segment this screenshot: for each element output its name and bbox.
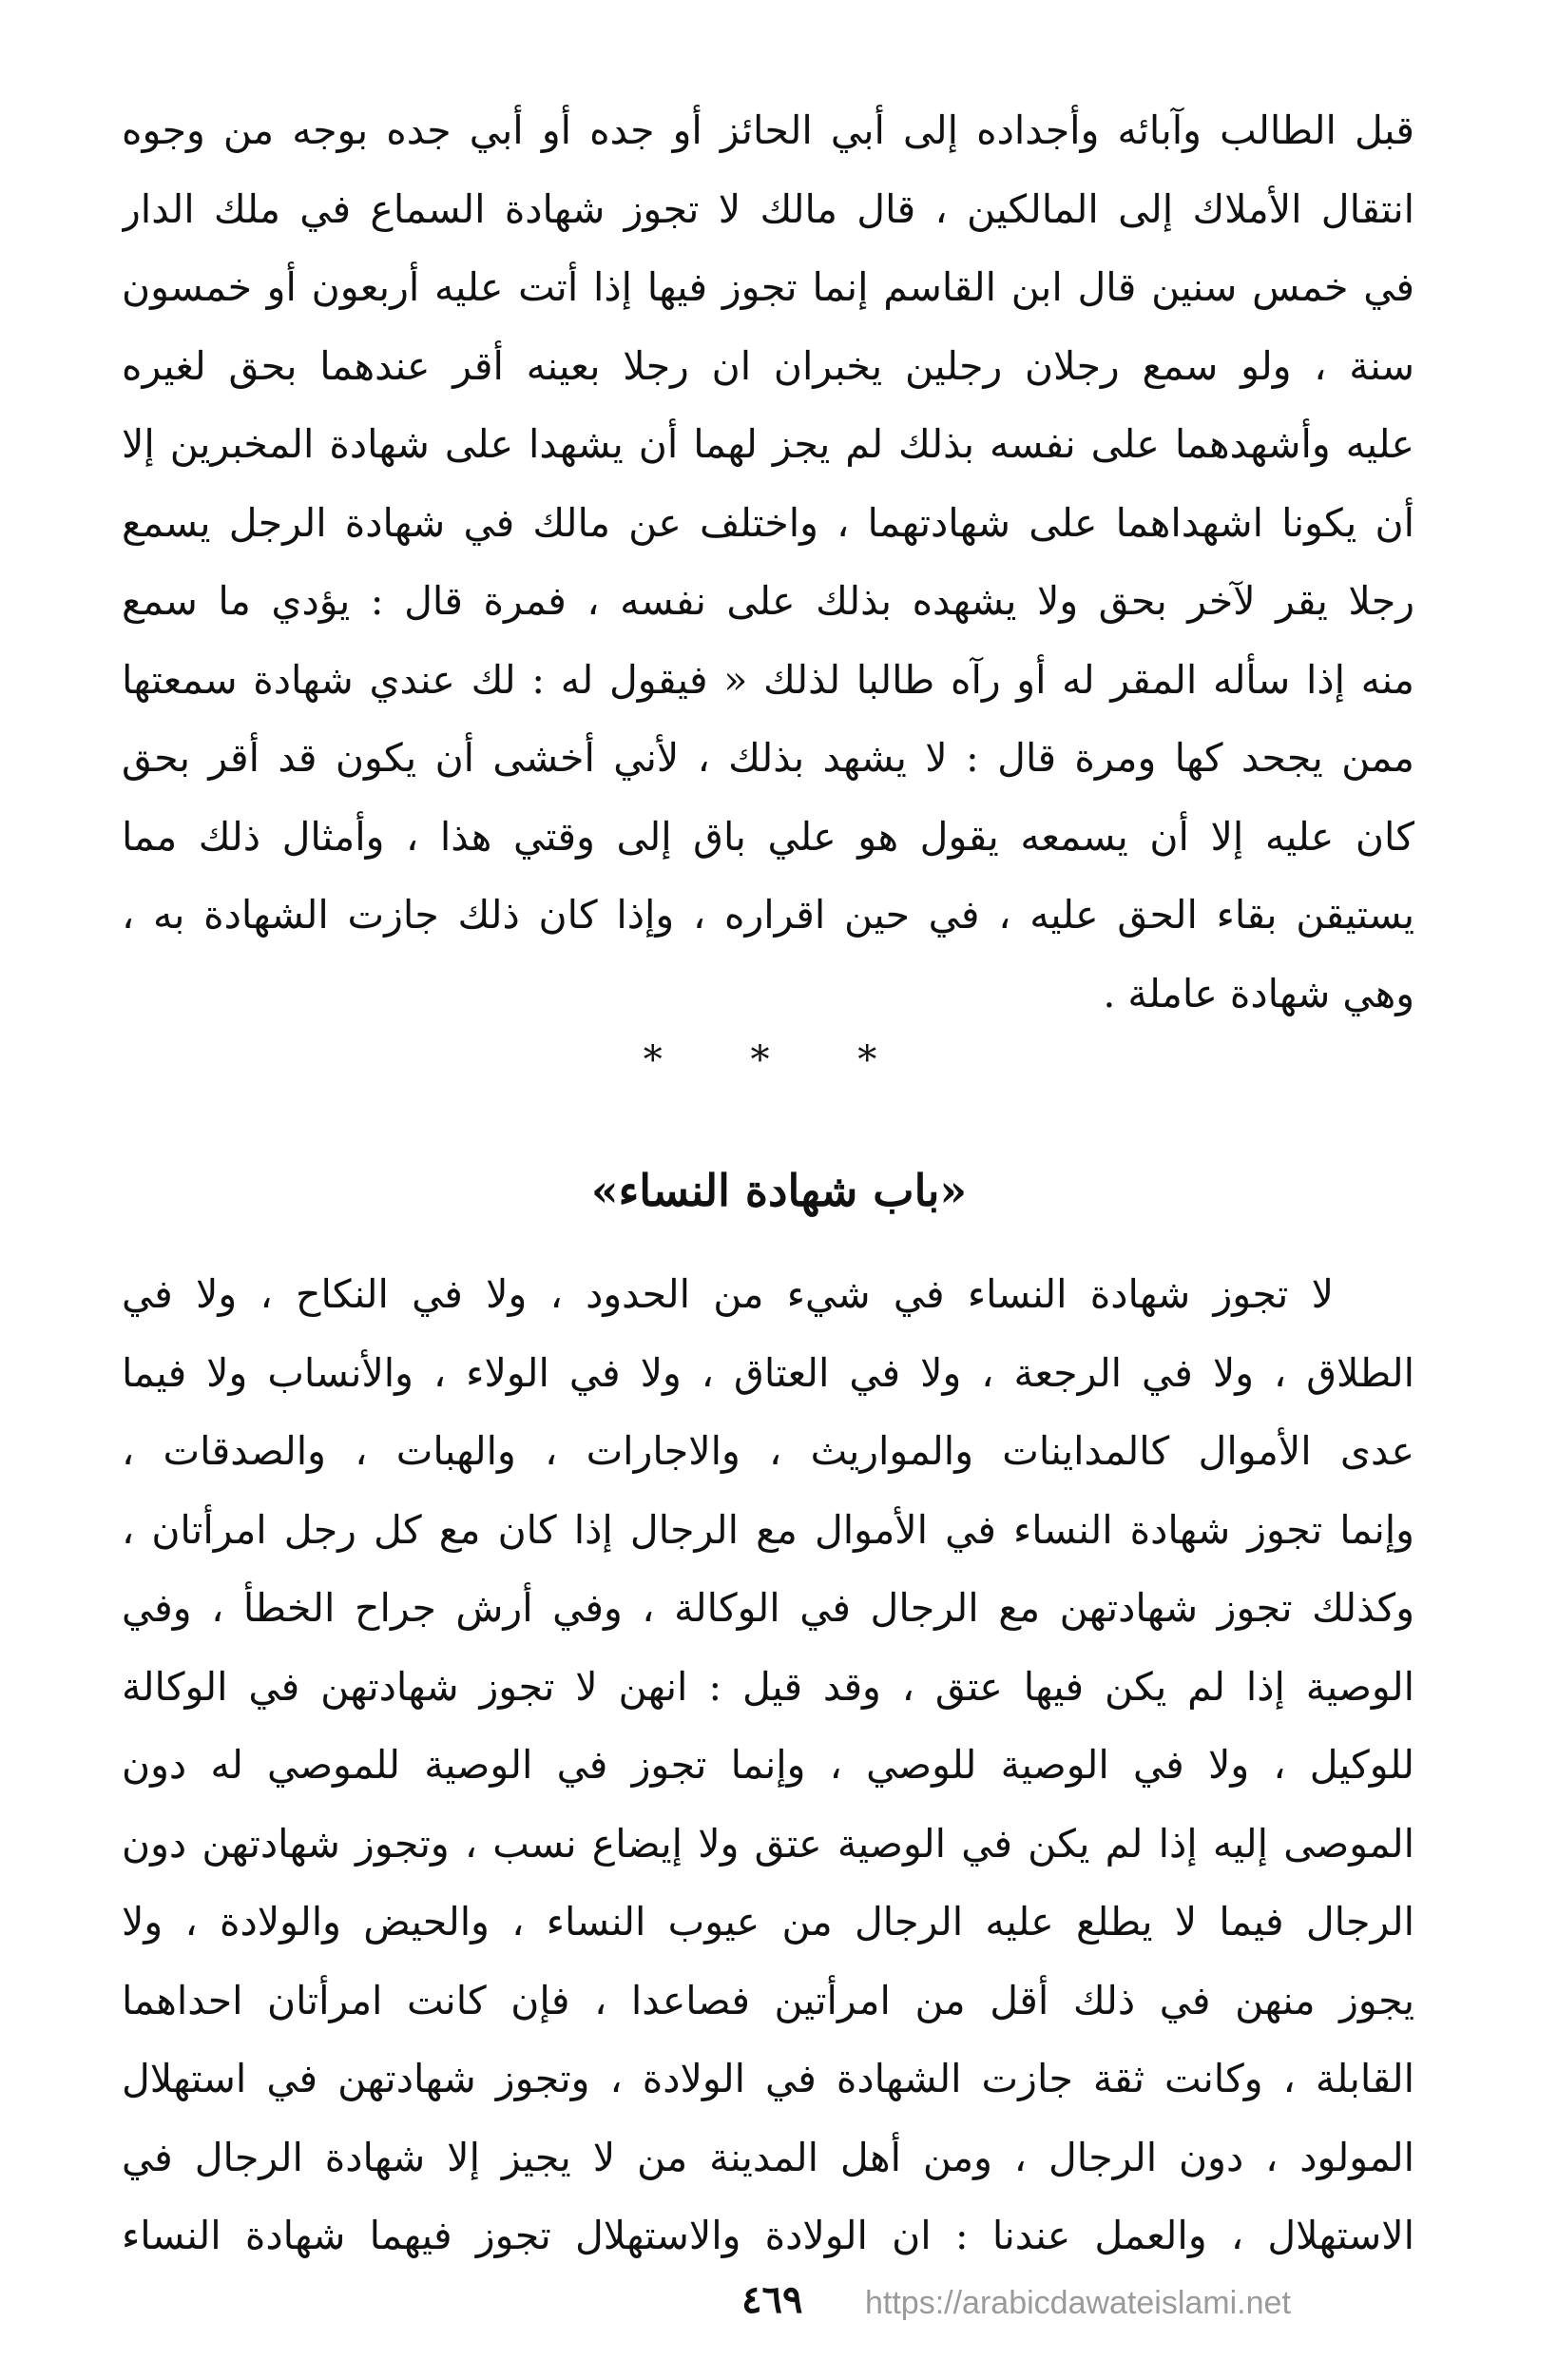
- text-line: لا تجوز شهادة النساء في شيء من الحدود ، ولا في النكاح ، ولا في: [122, 1271, 1334, 1317]
- source-url-watermark: https://arabicdawateislami.net: [865, 2285, 1291, 2321]
- text-line: يستيقن بقاء الحق عليه ، في حين اقراره ، وإذا كان ذلك جازت الشهادة به ،: [122, 892, 1414, 938]
- section-separator: * * *: [643, 1038, 915, 1082]
- text-line: قبل الطالب وآبائه وأجداده إلى أبي الحائز أو جده أو أبي جده بوجه من وجوه: [122, 107, 1414, 153]
- text-line: الوصية إذا لم يكن فيها عتق ، وقد قيل : انهن لا تجوز شهادتهن في الوكالة: [122, 1663, 1414, 1710]
- text-line: انتقال الأملاك إلى المالكين ، قال مالك لا تجوز شهادة السماع في ملك الدار: [122, 185, 1414, 232]
- text-line: الرجال فيما لا يطلع عليه الرجال من عيوب النساء ، والحيض والولادة ، ولا: [122, 1899, 1414, 1945]
- text-line: وهي شهادة عاملة .: [1103, 970, 1414, 1016]
- text-line: للوكيل ، ولا في الوصية للوصي ، وإنما تجوز في الوصية للموصي له دون: [122, 1742, 1414, 1788]
- text-line: ممن يجحد كها ومرة قال : لا يشهد بذلك ، لأني أخشى أن يكون قد أقر بحق: [122, 735, 1414, 781]
- text-line: كان عليه إلا أن يسمعه يقول هو علي باق إلى وقتي هذا ، وأمثال ذلك مما: [122, 813, 1414, 860]
- text-line: الطلاق ، ولا في الرجعة ، ولا في العتاق ، ولا في الولاء ، والأنساب ولا فيما: [122, 1349, 1414, 1396]
- page-number: ٤٦٩: [741, 2277, 803, 2322]
- page-footer: [0, 2277, 1558, 2344]
- text-line: القابلة ، وكانت ثقة جازت الشهادة في الولادة ، وتجوز شهادتهن في استهلال: [122, 2056, 1414, 2101]
- text-line: في خمس سنين قال ابن القاسم إنما تجوز فيها إذا أتت عليه أربعون أو خمسون: [122, 264, 1414, 310]
- paragraph-1: [122, 91, 1414, 1033]
- text-line: الاستهلال ، والعمل عندنا : ان الولادة والاستهلال تجوز فيهما شهادة النساء: [122, 2213, 1414, 2258]
- text-line: المولود ، دون الرجال ، ومن أهل المدينة من لا يجيز إلا شهادة الرجال في: [122, 2134, 1414, 2180]
- text-line: عليه وأشهدهما على نفسه بذلك لم يجز لهما أن يشهدا على شهادة المخبرين إلا: [122, 421, 1414, 467]
- text-line: عدى الأموال كالمداينات والمواريث ، والاجارات ، والهبات ، والصدقات ،: [122, 1428, 1414, 1474]
- paragraph-2: [122, 1255, 1414, 2275]
- text-line: يجوز منهن في ذلك أقل من امرأتين فصاعدا ، فإن كانت امرأتان احداهما: [122, 1977, 1414, 2023]
- text-line: وكذلك تجوز شهادتهن مع الرجال في الوكالة ، وفي أرش جراح الخطأ ، وفي: [122, 1585, 1414, 1631]
- text-line: أن يكونا اشهداهما على شهادتهما ، واختلف عن مالك في شهادة الرجل يسمع: [122, 499, 1414, 546]
- text-line: وإنما تجوز شهادة النساء في الأموال مع الرجال إذا كان مع كل رجل امرأتان ،: [122, 1506, 1414, 1553]
- section-title: «باب شهادة النساء»: [590, 1165, 968, 1216]
- text-line: الموصى إليه إذا لم يكن في الوصية عتق ولا إيضاع نسب ، وتجوز شهادتهن دون: [122, 1820, 1414, 1867]
- text-line: سنة ، ولو سمع رجلان رجلين يخبران ان رجلا بعينه أقر عندهما بحق لغيره: [122, 342, 1414, 389]
- text-line: رجلا يقر لآخر بحق ولا يشهده بذلك على نفسه ، فمرة قال : يؤدي ما سمع: [122, 578, 1414, 624]
- text-line: منه إذا سأله المقر له أو رآه طالبا لذلك « فيقول له : لك عندي شهادة سمعتها: [122, 656, 1414, 703]
